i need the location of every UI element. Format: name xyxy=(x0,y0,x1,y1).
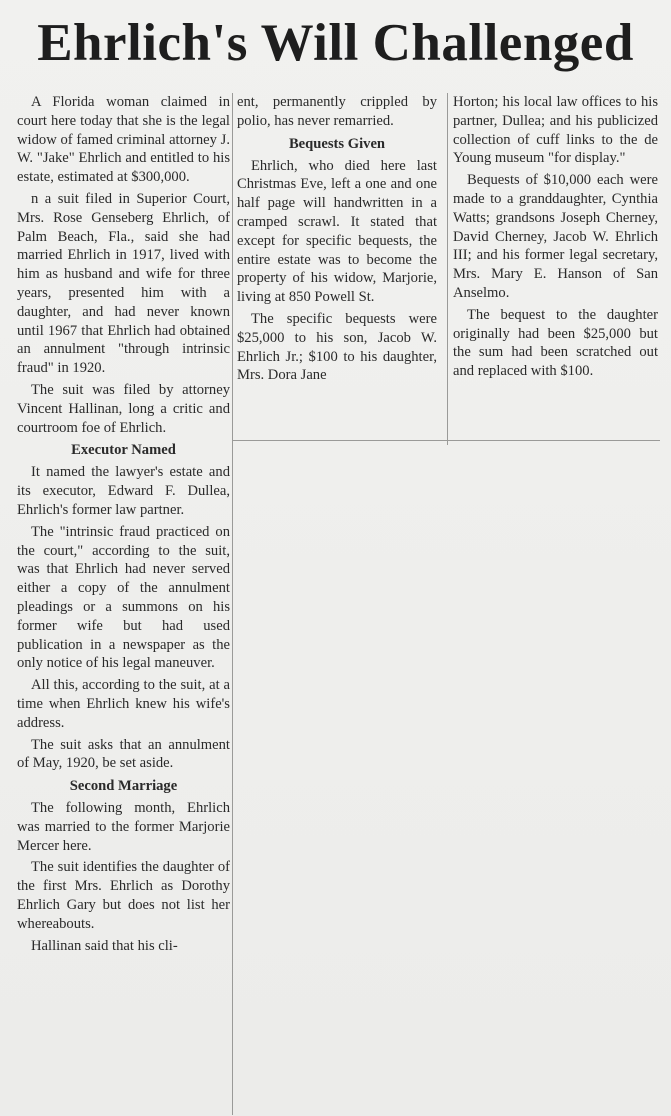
paragraph: Bequests of $10,000 each were made to a granddaughter, Cynthia Watts; grandsons Joseph Cherney, David Cherney, Jacob W. Ehrlich III; and his former legal secretary, Mrs. Mary E. Hanson of San Anselmo. xyxy=(453,172,658,301)
paragraph: The following month, Ehrlich was married to the former Marjorie Mercer here. xyxy=(17,800,230,854)
paragraph: n a suit filed in Superior Court, Mrs. Rose Genseberg Ehrlich, of Palm Beach, Fla., said she had married Ehrlich in 1917, lived with him as husband and wife for three years, presented him with a daughter, and had never known until 1967 that Ehrlich had obtained an annulment "through intrinsic fraud" in 1920. xyxy=(17,190,230,377)
paragraph: ent, permanently crippled by polio, has never remarried. xyxy=(237,94,437,129)
paragraph: The "intrinsic fraud practiced on the court," according to the suit, was that Ehrlich had never served either a copy of the annulment pleadings or a summons on his former wife but had used publication in a newspaper as the only notice of his legal maneuver. xyxy=(17,523,230,672)
column-divider xyxy=(232,93,233,1115)
article-column-1 xyxy=(17,93,230,958)
subheading: Bequests Given xyxy=(288,135,386,152)
paragraph: The specific bequests were $25,000 to his son, Jacob W. Ehrlich Jr.; $100 to his daughter, Mrs. Dora Jane xyxy=(237,310,437,384)
paragraph: Hallinan said that his cli- xyxy=(31,937,178,954)
paragraph: A Florida woman claimed in court here today that she is the legal widow of famed criminal attorney J. W. "Jake" Ehrlich and entitled to his estate, estimated at $300,000. xyxy=(17,94,230,186)
paragraph: The suit asks that an annulment of May, 1920, be set aside. xyxy=(17,736,230,772)
paragraph: Horton; his local law offices to his partner, Dullea; and his publicized collection of cuff links to the de Young museum "for display." xyxy=(453,94,658,167)
article-column-2 xyxy=(237,93,437,388)
subheading: Second Marriage xyxy=(69,778,178,795)
article-column-3 xyxy=(453,93,658,384)
paragraph: The bequest to the daughter originally had been $25,000 but the sum had been scratched out and replaced with $100. xyxy=(453,306,658,380)
column-divider xyxy=(447,93,448,445)
article-end-rule xyxy=(232,440,660,441)
subheading: Executor Named xyxy=(71,442,176,459)
paragraph: All this, according to the suit, at a time when Ehrlich knew his wife's address. xyxy=(17,677,230,731)
paragraph: It named the lawyer's estate and its executor, Edward F. Dullea, Ehrlich's former law partner. xyxy=(17,464,230,518)
paragraph: The suit was filed by attorney Vincent Hallinan, long a critic and courtroom foe of Ehrlich. xyxy=(17,381,230,436)
paragraph: The suit identifies the daughter of the first Mrs. Ehrlich as Dorothy Ehrlich Gary but does not list her whereabouts. xyxy=(17,859,230,932)
paragraph: Ehrlich, who died here last Christmas Eve, left a one and one half page will handwritten in a cramped scrawl. It stated that except for specific bequests, the entire estate was to become the property of his widow, Marjorie, living at 850 Powell St. xyxy=(237,157,437,306)
headline: Ehrlich's Will Challenged xyxy=(37,14,634,72)
